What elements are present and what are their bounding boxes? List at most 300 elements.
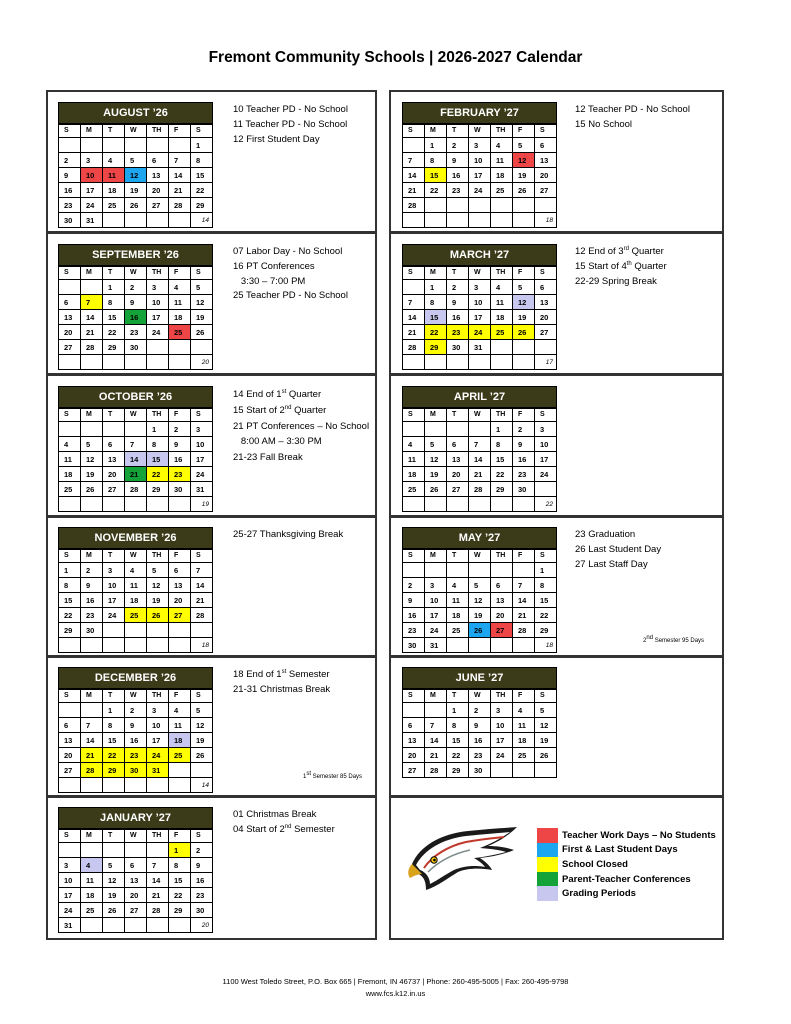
week-row [59, 763, 213, 778]
day-cell: 30 [191, 903, 213, 918]
week-row [403, 355, 557, 370]
legend-item [537, 828, 716, 843]
weekday-header: F [513, 689, 535, 703]
day-cell: 27 [125, 903, 147, 918]
weekday-header: S [191, 689, 213, 703]
day-cell [59, 638, 81, 653]
day-cell: 8 [169, 858, 191, 873]
day-cell [513, 638, 535, 653]
day-cell [513, 213, 535, 228]
week-row [59, 497, 213, 512]
day-cell [125, 138, 147, 153]
week-row [403, 340, 557, 355]
weekday-header: S [535, 408, 557, 422]
day-cell [469, 638, 491, 653]
day-cell: 27 [147, 198, 169, 213]
day-cell: 25 [403, 482, 425, 497]
day-cell: 8 [535, 578, 557, 593]
day-cell: 10 [147, 295, 169, 310]
month-days-count: 20 [191, 918, 213, 933]
day-cell: 4 [169, 703, 191, 718]
event-item: 15 Start of 2nd Quarter [233, 404, 327, 416]
weekday-header: W [125, 829, 147, 843]
day-cell: 20 [535, 168, 557, 183]
day-cell: 13 [147, 168, 169, 183]
legend-swatch [537, 886, 558, 901]
day-cell: 19 [125, 183, 147, 198]
day-cell: 17 [425, 608, 447, 623]
day-cell: 19 [469, 608, 491, 623]
day-cell: 11 [491, 295, 513, 310]
weekday-header: W [469, 408, 491, 422]
day-cell: 29 [103, 763, 125, 778]
day-cell [191, 623, 213, 638]
day-cell: 8 [491, 437, 513, 452]
day-cell: 28 [403, 340, 425, 355]
day-cell [169, 778, 191, 793]
week-row [59, 888, 213, 903]
day-cell: 4 [513, 703, 535, 718]
legend-label: Parent-Teacher Conferences [562, 873, 691, 885]
month-days-count: 18 [535, 213, 557, 228]
day-cell: 7 [125, 437, 147, 452]
day-cell: 16 [469, 733, 491, 748]
day-cell: 22 [425, 325, 447, 340]
day-cell: 22 [59, 608, 81, 623]
day-cell: 5 [513, 280, 535, 295]
day-cell: 9 [447, 153, 469, 168]
day-cell [59, 843, 81, 858]
day-cell: 22 [447, 748, 469, 763]
day-cell [59, 355, 81, 370]
day-cell: 7 [169, 153, 191, 168]
week-row [403, 467, 557, 482]
legend-label: Grading Periods [562, 888, 636, 900]
day-cell [81, 703, 103, 718]
events-may [575, 528, 661, 572]
day-cell: 3 [103, 563, 125, 578]
week-row [59, 183, 213, 198]
day-cell: 29 [191, 198, 213, 213]
week-row [59, 873, 213, 888]
day-cell [513, 355, 535, 370]
day-cell: 3 [491, 703, 513, 718]
day-cell [447, 563, 469, 578]
day-cell: 5 [191, 703, 213, 718]
day-cell: 27 [169, 608, 191, 623]
month-title: MAY ’27 [403, 528, 557, 549]
day-cell [403, 138, 425, 153]
day-cell: 23 [125, 748, 147, 763]
legend-item [537, 857, 716, 872]
event-item: 10 Teacher PD - No School [233, 104, 348, 115]
week-row [403, 310, 557, 325]
week-row [59, 280, 213, 295]
day-cell: 15 [191, 168, 213, 183]
event-item: 18 End of 1st Semester [233, 668, 330, 680]
day-cell [169, 213, 191, 228]
day-cell [491, 497, 513, 512]
calendar-october [58, 386, 213, 512]
day-cell: 11 [169, 295, 191, 310]
day-cell [81, 138, 103, 153]
day-cell: 24 [191, 467, 213, 482]
weekday-header: M [81, 124, 103, 138]
day-cell: 14 [513, 593, 535, 608]
day-cell [103, 638, 125, 653]
day-cell: 22 [103, 325, 125, 340]
week-row [403, 497, 557, 512]
day-cell: 22 [425, 183, 447, 198]
week-row [59, 918, 213, 933]
day-cell [447, 355, 469, 370]
day-cell: 18 [513, 733, 535, 748]
day-cell: 8 [59, 578, 81, 593]
day-cell: 28 [403, 198, 425, 213]
events-september [233, 245, 348, 304]
day-cell: 20 [535, 310, 557, 325]
day-cell: 21 [191, 593, 213, 608]
weekday-header: S [59, 266, 81, 280]
day-cell [147, 213, 169, 228]
day-cell: 30 [125, 763, 147, 778]
weekday-header: T [447, 124, 469, 138]
week-row [403, 422, 557, 437]
day-cell: 19 [513, 168, 535, 183]
day-cell [535, 482, 557, 497]
day-cell: 5 [147, 563, 169, 578]
day-cell [81, 778, 103, 793]
day-cell: 30 [125, 340, 147, 355]
day-cell: 27 [535, 183, 557, 198]
semester-note: 2nd Semester 95 Days [643, 635, 705, 644]
weekday-header: W [469, 266, 491, 280]
day-cell [447, 422, 469, 437]
day-cell: 6 [125, 858, 147, 873]
month-title: MARCH ’27 [403, 245, 557, 266]
calendar-august [58, 102, 213, 228]
day-cell: 23 [447, 183, 469, 198]
day-cell: 2 [403, 578, 425, 593]
week-row [403, 593, 557, 608]
week-row [59, 593, 213, 608]
weekday-header: TH [147, 829, 169, 843]
event-item: 21-31 Christmas Break [233, 683, 331, 695]
day-cell: 4 [403, 437, 425, 452]
day-cell [469, 422, 491, 437]
day-cell [169, 638, 191, 653]
day-cell: 24 [469, 325, 491, 340]
day-cell: 3 [191, 422, 213, 437]
weekday-header: S [191, 829, 213, 843]
event-item: 04 Start of 2nd Semester [233, 823, 335, 835]
day-cell: 15 [425, 310, 447, 325]
day-cell [147, 340, 169, 355]
semester-note: 1st Semester 85 Days [303, 771, 363, 780]
day-cell: 18 [59, 467, 81, 482]
day-cell: 30 [513, 482, 535, 497]
day-cell: 10 [425, 593, 447, 608]
day-cell: 19 [191, 310, 213, 325]
event-item: 16 PT Conferences [233, 260, 315, 272]
day-cell [81, 497, 103, 512]
week-row [59, 295, 213, 310]
day-cell: 11 [513, 718, 535, 733]
event-item: 15 No School [575, 118, 633, 130]
day-cell [447, 198, 469, 213]
day-cell [81, 843, 103, 858]
day-cell: 11 [169, 718, 191, 733]
weekday-header: S [59, 124, 81, 138]
day-cell: 1 [59, 563, 81, 578]
week-row [59, 213, 213, 228]
day-cell: 29 [59, 623, 81, 638]
day-cell: 31 [425, 638, 447, 653]
weekday-header: TH [491, 266, 513, 280]
day-cell: 19 [147, 593, 169, 608]
day-cell: 16 [125, 310, 147, 325]
day-cell: 18 [403, 467, 425, 482]
day-cell: 15 [491, 452, 513, 467]
day-cell: 7 [147, 858, 169, 873]
day-cell [403, 280, 425, 295]
day-cell: 11 [403, 452, 425, 467]
day-cell: 14 [425, 733, 447, 748]
day-cell [169, 763, 191, 778]
day-cell: 6 [59, 718, 81, 733]
day-cell: 1 [447, 703, 469, 718]
month-title: AUGUST ’26 [59, 103, 213, 124]
day-cell: 18 [447, 608, 469, 623]
week-row [59, 467, 213, 482]
day-cell: 11 [59, 452, 81, 467]
day-cell [403, 563, 425, 578]
day-cell: 9 [81, 578, 103, 593]
day-cell [403, 703, 425, 718]
week-row [59, 608, 213, 623]
day-cell: 28 [169, 198, 191, 213]
calendar-march [402, 244, 557, 370]
legend-swatch [537, 828, 558, 843]
day-cell: 2 [447, 280, 469, 295]
day-cell: 30 [169, 482, 191, 497]
weekday-header: TH [147, 124, 169, 138]
day-cell: 27 [535, 325, 557, 340]
day-cell [125, 778, 147, 793]
day-cell: 9 [125, 718, 147, 733]
day-cell: 17 [535, 452, 557, 467]
day-cell: 7 [81, 295, 103, 310]
day-cell: 7 [469, 437, 491, 452]
day-cell: 31 [59, 918, 81, 933]
weekday-header: T [447, 689, 469, 703]
weekday-header: F [513, 124, 535, 138]
day-cell: 10 [103, 578, 125, 593]
events-march [575, 245, 667, 289]
day-cell [169, 918, 191, 933]
day-cell: 2 [169, 422, 191, 437]
day-cell: 20 [447, 467, 469, 482]
day-cell: 26 [513, 325, 535, 340]
day-cell: 18 [491, 310, 513, 325]
day-cell [81, 918, 103, 933]
week-row [403, 153, 557, 168]
day-cell [469, 355, 491, 370]
month-title: JUNE ’27 [403, 668, 557, 689]
day-cell: 1 [491, 422, 513, 437]
day-cell: 11 [81, 873, 103, 888]
day-cell [425, 355, 447, 370]
weekday-header: W [469, 689, 491, 703]
day-cell: 10 [491, 718, 513, 733]
week-row [403, 638, 557, 653]
day-cell: 29 [425, 340, 447, 355]
legend-swatch [537, 872, 558, 887]
day-cell: 3 [59, 858, 81, 873]
week-row [403, 763, 557, 778]
day-cell: 21 [125, 467, 147, 482]
day-cell [535, 198, 557, 213]
day-cell: 14 [403, 168, 425, 183]
month-days-count: 19 [191, 497, 213, 512]
day-cell: 23 [191, 888, 213, 903]
day-cell [447, 213, 469, 228]
day-cell [147, 778, 169, 793]
day-cell: 30 [403, 638, 425, 653]
day-cell: 26 [191, 325, 213, 340]
day-cell [103, 778, 125, 793]
week-row [59, 482, 213, 497]
day-cell: 28 [191, 608, 213, 623]
day-cell: 7 [191, 563, 213, 578]
day-cell: 3 [469, 280, 491, 295]
week-row [59, 168, 213, 183]
week-row [403, 608, 557, 623]
footer-website[interactable]: www.fcs.k12.in.us [365, 989, 426, 998]
week-row [59, 340, 213, 355]
day-cell: 4 [447, 578, 469, 593]
event-item: 22-29 Spring Break [575, 275, 657, 287]
week-row [59, 452, 213, 467]
weekday-header: TH [491, 408, 513, 422]
weekday-header: F [169, 549, 191, 563]
weekday-header: M [425, 124, 447, 138]
day-cell [59, 497, 81, 512]
day-cell [103, 422, 125, 437]
weekday-header: M [81, 266, 103, 280]
month-title: JANUARY ’27 [59, 808, 213, 829]
month-title: SEPTEMBER ’26 [59, 245, 213, 266]
week-row [59, 778, 213, 793]
weekday-header: M [81, 408, 103, 422]
event-item: 8:00 AM – 3:30 PM [233, 436, 322, 448]
day-cell: 11 [447, 593, 469, 608]
day-cell: 18 [169, 310, 191, 325]
weekday-header: S [191, 124, 213, 138]
day-cell [403, 355, 425, 370]
day-cell: 13 [491, 593, 513, 608]
day-cell [513, 198, 535, 213]
event-item: 23 Graduation [575, 529, 636, 540]
weekday-header: T [103, 124, 125, 138]
week-row [403, 718, 557, 733]
weekday-header: TH [491, 689, 513, 703]
day-cell: 10 [191, 437, 213, 452]
week-row [403, 280, 557, 295]
day-cell: 10 [59, 873, 81, 888]
day-cell: 31 [469, 340, 491, 355]
day-cell: 16 [447, 168, 469, 183]
day-cell: 16 [447, 310, 469, 325]
day-cell: 21 [403, 325, 425, 340]
day-cell: 16 [59, 183, 81, 198]
weekday-header: M [425, 549, 447, 563]
day-cell: 12 [513, 295, 535, 310]
event-item: 15 Start of 4th Quarter [575, 260, 667, 272]
day-cell: 20 [491, 608, 513, 623]
weekday-header: S [535, 124, 557, 138]
week-row [403, 437, 557, 452]
day-cell [103, 918, 125, 933]
week-row [403, 748, 557, 763]
day-cell: 13 [125, 873, 147, 888]
event-item: 21-23 Fall Break [233, 452, 303, 464]
day-cell [103, 497, 125, 512]
footer-address: 1100 West Toledo Street, P.O. Box 665 | Fremont, IN 46737 | Phone: 260-495-5005 | Fax: 260-495-9798 [222, 977, 569, 986]
day-cell: 24 [59, 903, 81, 918]
day-cell: 17 [191, 452, 213, 467]
week-row [59, 437, 213, 452]
day-cell: 17 [103, 593, 125, 608]
day-cell [425, 497, 447, 512]
calendar-september [58, 244, 213, 370]
day-cell [513, 497, 535, 512]
weekday-header: S [535, 689, 557, 703]
day-cell: 6 [103, 437, 125, 452]
day-cell: 1 [535, 563, 557, 578]
day-cell: 26 [81, 482, 103, 497]
day-cell: 18 [81, 888, 103, 903]
day-cell [103, 355, 125, 370]
legend-item [537, 886, 716, 901]
day-cell: 3 [425, 578, 447, 593]
day-cell: 13 [103, 452, 125, 467]
week-row [403, 482, 557, 497]
day-cell [147, 138, 169, 153]
day-cell [513, 763, 535, 778]
event-item: 25 Teacher PD - No School [233, 290, 348, 302]
day-cell: 24 [81, 198, 103, 213]
day-cell: 26 [513, 183, 535, 198]
day-cell: 6 [491, 578, 513, 593]
day-cell [147, 497, 169, 512]
day-cell: 26 [125, 198, 147, 213]
day-cell: 1 [169, 843, 191, 858]
event-item: 12 Teacher PD - No School [575, 104, 690, 115]
weekday-header: M [425, 689, 447, 703]
day-cell: 13 [59, 733, 81, 748]
day-cell: 23 [447, 325, 469, 340]
day-cell: 14 [81, 310, 103, 325]
day-cell: 13 [447, 452, 469, 467]
day-cell: 14 [147, 873, 169, 888]
weekday-header: T [447, 408, 469, 422]
day-cell: 13 [59, 310, 81, 325]
weekday-header: TH [147, 408, 169, 422]
day-cell: 27 [103, 482, 125, 497]
day-cell: 12 [469, 593, 491, 608]
week-row [59, 858, 213, 873]
